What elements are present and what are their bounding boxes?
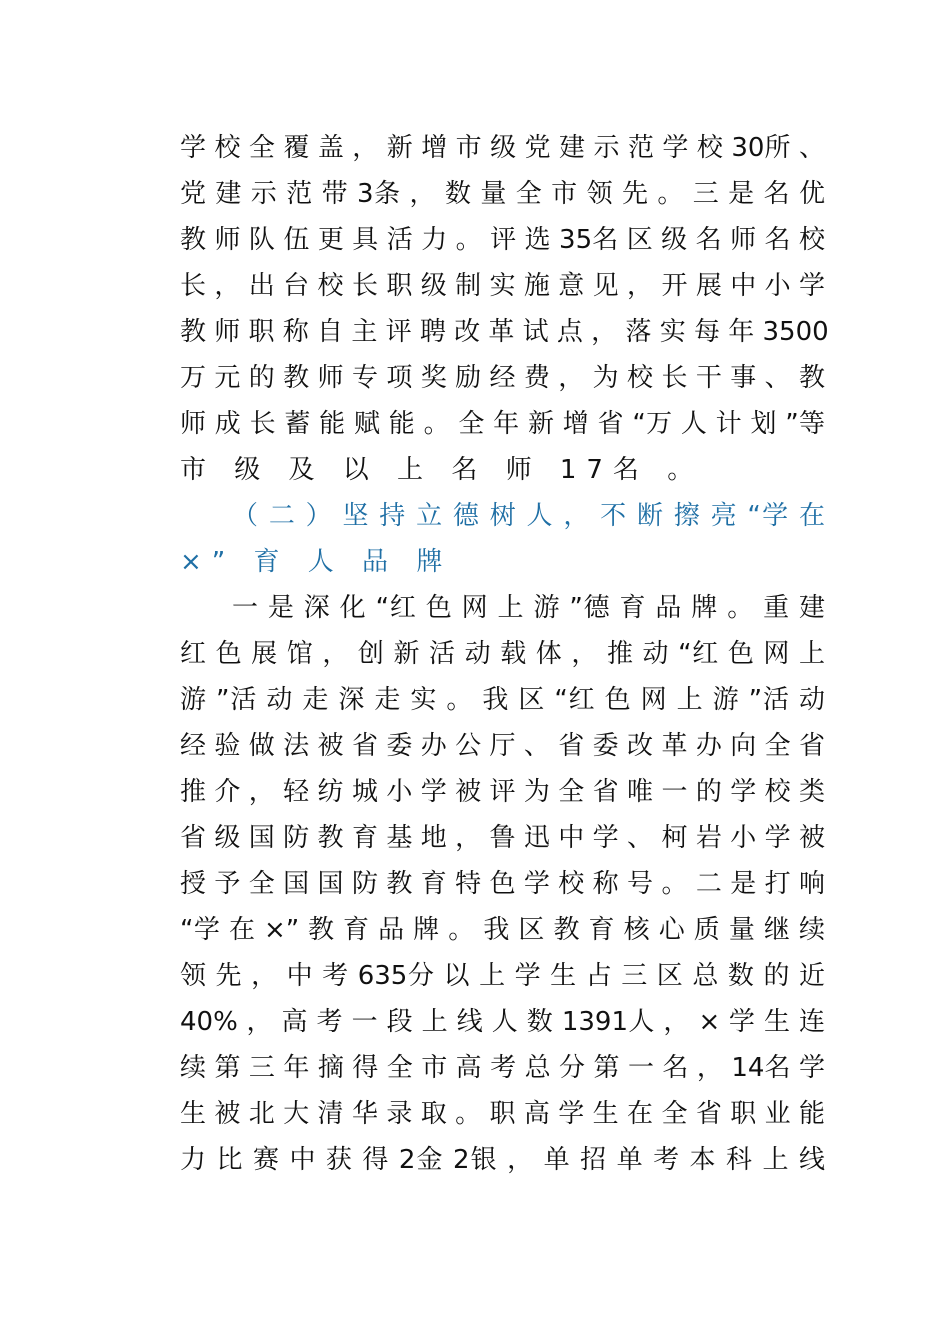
- body-text-line: 红 色 展 馆 ， 创 新 活 动 载 体 ， 推 动 “红 色 网 上: [180, 639, 825, 669]
- body-text-line: 教 师 队 伍 更 具 活 力 。 评 选 35名 区 级 名 师 名 校: [180, 225, 825, 255]
- section-heading-line: （ 二 ） 坚 持 立 德 树 人 ， 不 断 擦 亮 “学 在: [232, 501, 825, 531]
- body-text-line: 游 ”活 动 走 深 走 实 。 我 区 “红 色 网 上 游 ”活 动: [180, 685, 825, 715]
- body-text-line: 授 予 全 国 国 防 教 育 特 色 学 校 称 号 。 二 是 打 响: [180, 869, 825, 899]
- body-text-line: 省 级 国 防 教 育 基 地 ， 鲁 迅 中 学 、 柯 岩 小 学 被: [180, 823, 825, 853]
- body-text-line: 学 校 全 覆 盖 ， 新 增 市 级 党 建 示 范 学 校 30所 、: [180, 133, 825, 163]
- body-text-line: 一 是 深 化 “红 色 网 上 游 ”德 育 品 牌 。 重 建: [232, 593, 825, 623]
- body-text-line: 推 介 ， 轻 纺 城 小 学 被 评 为 全 省 唯 一 的 学 校 类: [180, 777, 825, 807]
- body-text-line: 续 第 三 年 摘 得 全 市 高 考 总 分 第 一 名 ， 14名 学: [180, 1053, 825, 1083]
- body-text-line: 万 元 的 教 师 专 项 奖 励 经 费 ， 为 校 长 干 事 、 教: [180, 363, 825, 393]
- body-text-line: “学 在 ×” 教 育 品 牌 。 我 区 教 育 核 心 质 量 继 续: [180, 915, 825, 945]
- body-text-line: 40% ， 高 考 一 段 上 线 人 数 1391人 ， × 学 生 连: [180, 1007, 825, 1037]
- body-text-line: 长 ， 出 台 校 长 职 级 制 实 施 意 见 ， 开 展 中 小 学: [180, 271, 825, 301]
- body-text-line: 党 建 示 范 带 3条 ， 数 量 全 市 领 先 。 三 是 名 优: [180, 179, 825, 209]
- body-text-line: 力 比 赛 中 获 得 2金 2银 ， 单 招 单 考 本 科 上 线: [180, 1145, 825, 1175]
- body-text-line: 经 验 做 法 被 省 委 办 公 厅 、 省 委 改 革 办 向 全 省: [180, 731, 825, 761]
- body-text-line: 师 成 长 蓄 能 赋 能 。 全 年 新 增 省 “万 人 计 划 ”等: [180, 409, 825, 439]
- body-text-line: 领 先 ， 中 考 635分 以 上 学 生 占 三 区 总 数 的 近: [180, 961, 825, 991]
- body-text-line: 教 师 职 称 自 主 评 聘 改 革 试 点 ， 落 实 每 年 3500: [180, 317, 829, 347]
- body-text-line: 市 级 及 以 上 名 师 17名 。: [180, 455, 704, 485]
- section-heading-line: ×” 育 人 品 牌: [180, 547, 453, 577]
- body-text-line: 生 被 北 大 清 华 录 取 。 职 高 学 生 在 全 省 职 业 能: [180, 1099, 825, 1129]
